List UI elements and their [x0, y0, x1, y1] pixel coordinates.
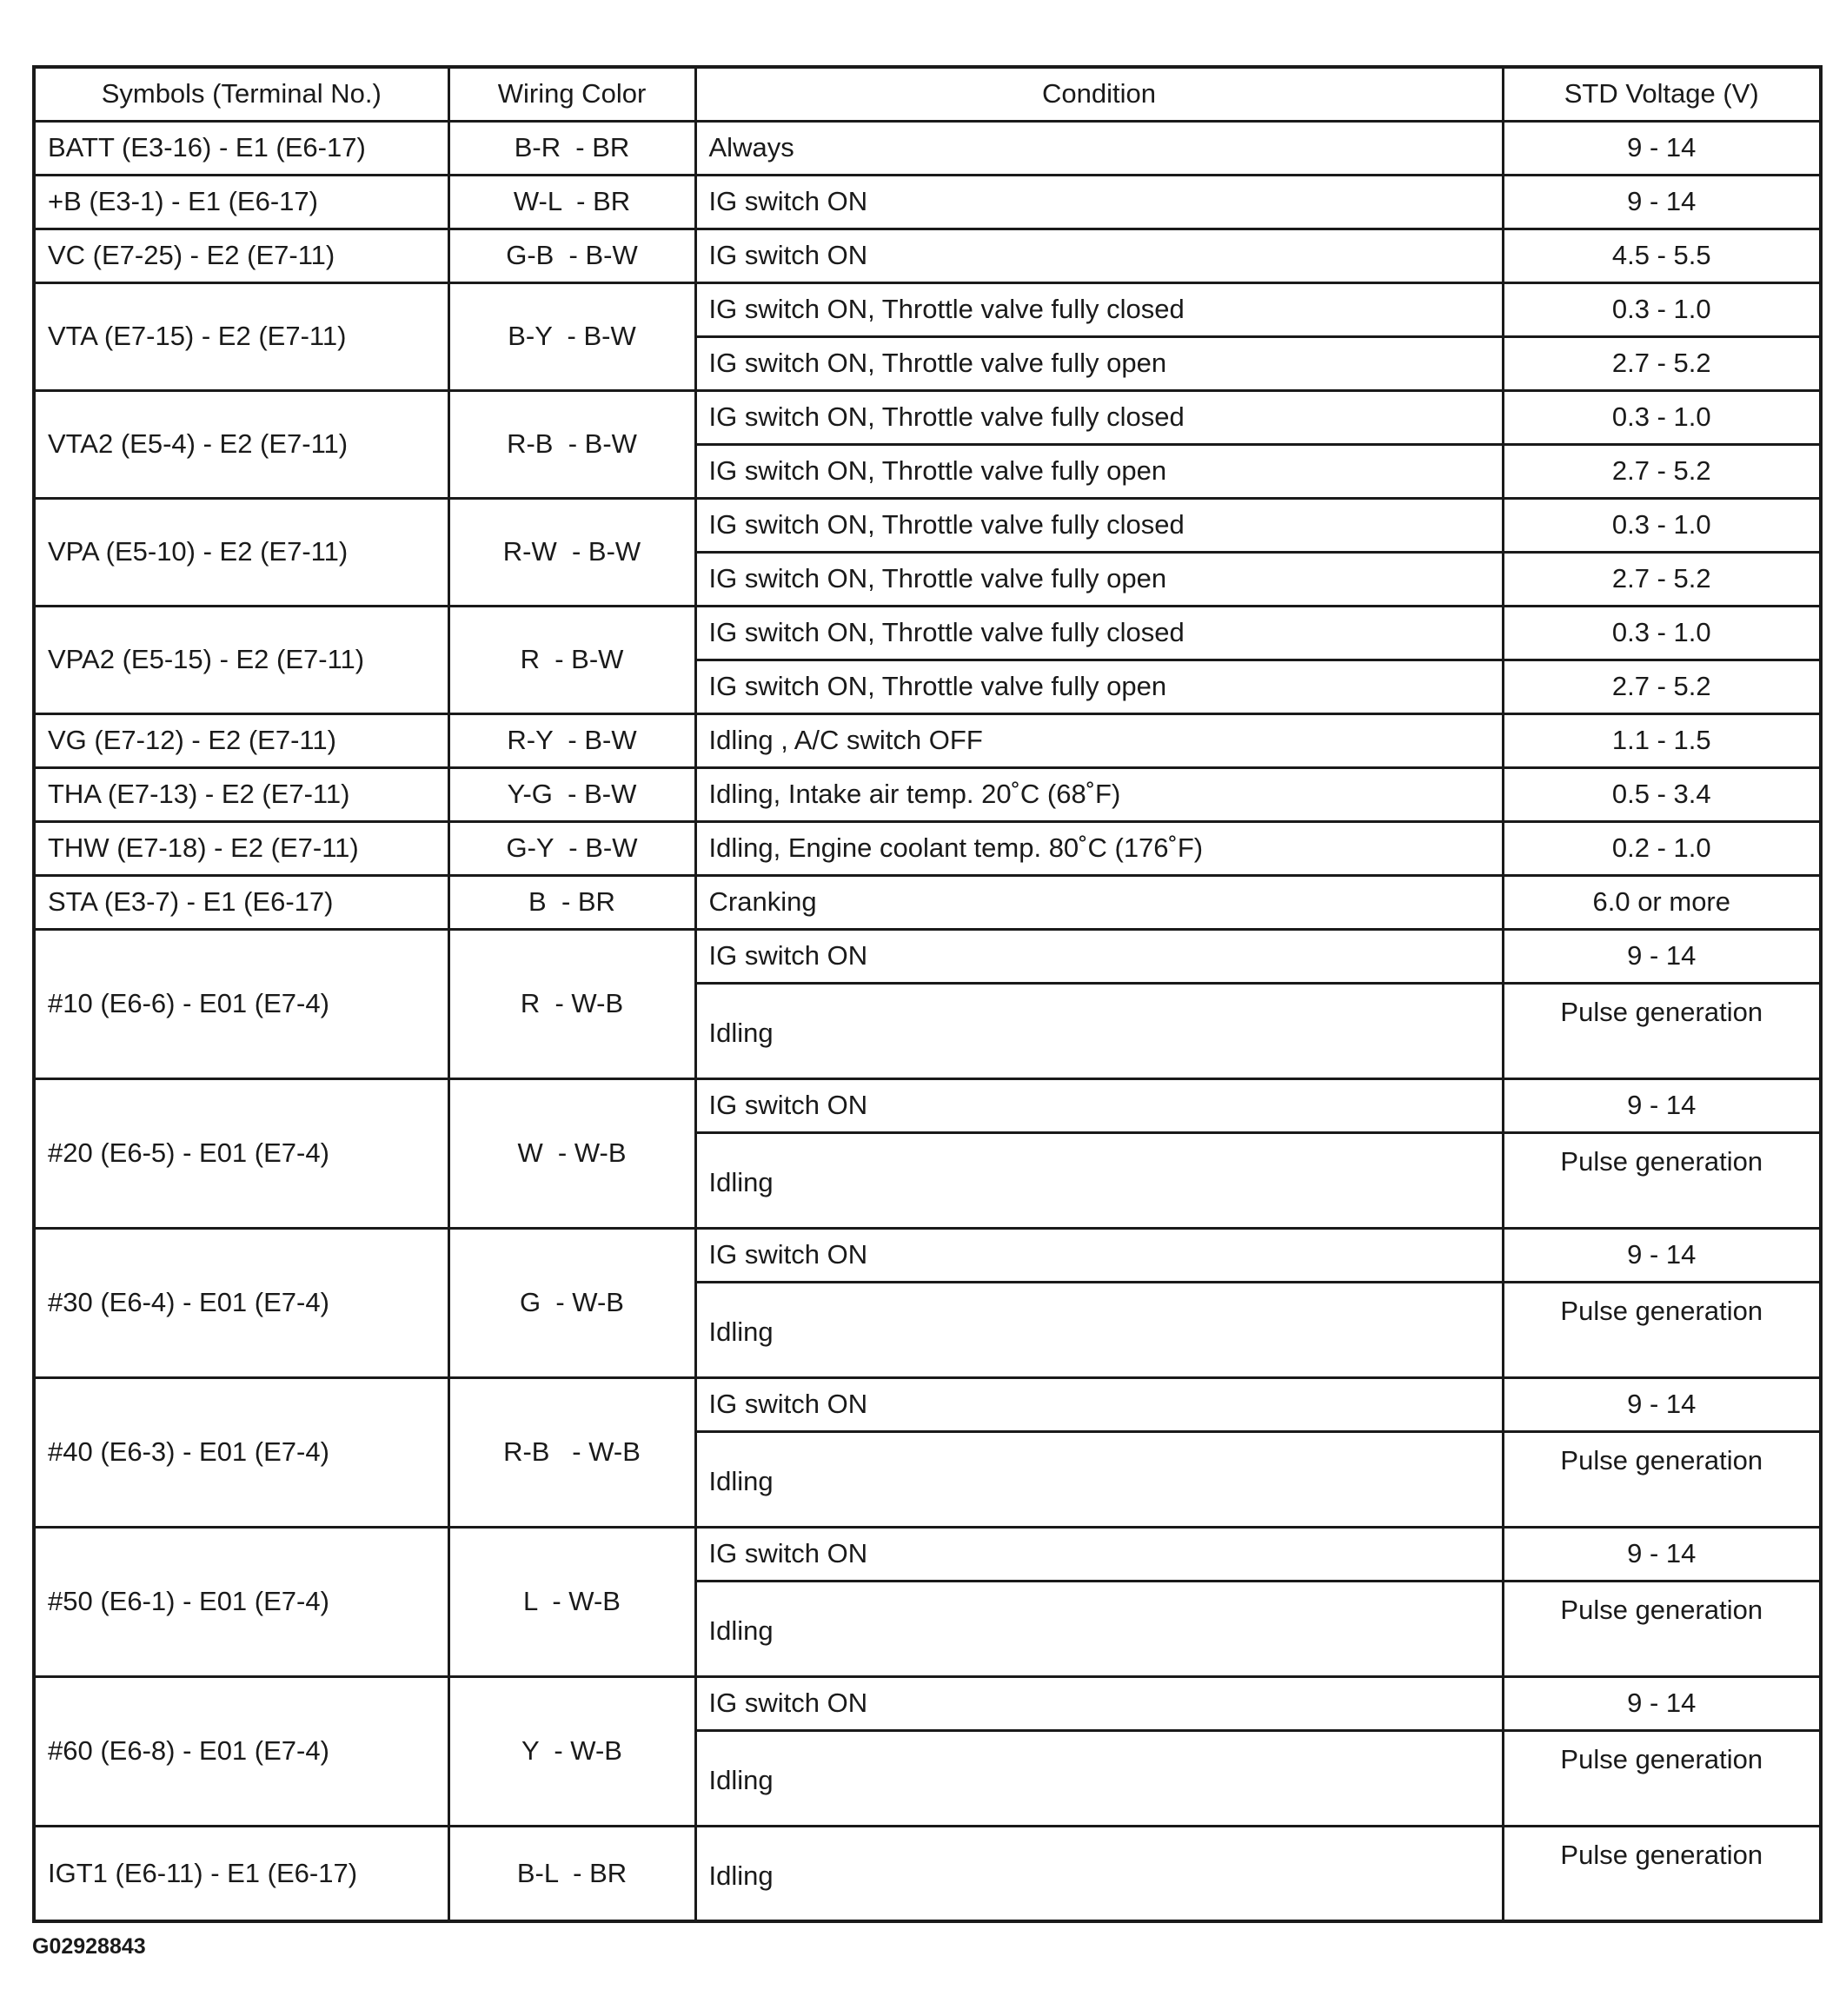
terminal-symbol-cell: #10 (E6-6) - E01 (E7-4): [34, 929, 448, 1078]
std-voltage-cell: 6.0 or more: [1503, 875, 1821, 929]
terminal-symbol-cell: VPA (E5-10) - E2 (E7-11): [34, 498, 448, 606]
wiring-color-cell: B-L - BR: [448, 1826, 695, 1921]
std-voltage-cell: 9 - 14: [1503, 121, 1821, 175]
condition-cell: IG switch ON: [695, 929, 1503, 983]
terminal-symbol-cell: VG (E7-12) - E2 (E7-11): [34, 713, 448, 767]
terminal-symbol-cell: #20 (E6-5) - E01 (E7-4): [34, 1078, 448, 1228]
std-voltage-cell: 9 - 14: [1503, 1527, 1821, 1581]
table-row: [34, 1377, 1821, 1431]
terminal-symbol-cell: VPA2 (E5-15) - E2 (E7-11): [34, 606, 448, 713]
wiring-color-cell: R - B-W: [448, 606, 695, 713]
terminal-voltage-table: [32, 65, 1823, 1923]
table-row: [34, 767, 1821, 821]
wiring-color-cell: B-Y - B-W: [448, 282, 695, 390]
condition-cell: Cranking: [695, 875, 1503, 929]
std-voltage-cell: Pulse generation: [1503, 1826, 1821, 1921]
std-voltage-cell: 2.7 - 5.2: [1503, 336, 1821, 390]
table-body: [34, 121, 1821, 1921]
table-row: [34, 229, 1821, 282]
wiring-color-cell: R-Y - B-W: [448, 713, 695, 767]
wiring-color-cell: R-B - W-B: [448, 1377, 695, 1527]
header-condition: Condition: [695, 67, 1503, 121]
std-voltage-cell: Pulse generation: [1503, 1581, 1821, 1676]
terminal-symbol-cell: #30 (E6-4) - E01 (E7-4): [34, 1228, 448, 1377]
std-voltage-cell: Pulse generation: [1503, 983, 1821, 1078]
table-row: [34, 175, 1821, 229]
condition-cell: IG switch ON: [695, 1676, 1503, 1730]
terminal-symbol-cell: THA (E7-13) - E2 (E7-11): [34, 767, 448, 821]
condition-cell: Idling: [695, 983, 1503, 1078]
wiring-color-cell: Y-G - B-W: [448, 767, 695, 821]
table-row: [34, 282, 1821, 336]
terminal-symbol-cell: #60 (E6-8) - E01 (E7-4): [34, 1676, 448, 1826]
wiring-color-cell: Y - W-B: [448, 1676, 695, 1826]
condition-cell: IG switch ON, Throttle valve fully open: [695, 660, 1503, 713]
condition-cell: IG switch ON, Throttle valve fully closed: [695, 390, 1503, 444]
condition-cell: IG switch ON, Throttle valve fully closed: [695, 498, 1503, 552]
std-voltage-cell: 0.3 - 1.0: [1503, 282, 1821, 336]
condition-cell: IG switch ON: [695, 1377, 1503, 1431]
table-row: [34, 498, 1821, 552]
std-voltage-cell: Pulse generation: [1503, 1431, 1821, 1527]
terminal-symbol-cell: BATT (E3-16) - E1 (E6-17): [34, 121, 448, 175]
condition-cell: IG switch ON, Throttle valve fully closed: [695, 606, 1503, 660]
condition-cell: IG switch ON, Throttle valve fully open: [695, 336, 1503, 390]
std-voltage-cell: 0.2 - 1.0: [1503, 821, 1821, 875]
std-voltage-cell: 4.5 - 5.5: [1503, 229, 1821, 282]
wiring-color-cell: L - W-B: [448, 1527, 695, 1676]
std-voltage-cell: 0.5 - 3.4: [1503, 767, 1821, 821]
figure-id: G02928843: [32, 1934, 146, 1959]
terminal-symbol-cell: VTA2 (E5-4) - E2 (E7-11): [34, 390, 448, 498]
wiring-color-cell: B-R - BR: [448, 121, 695, 175]
table-row: [34, 1078, 1821, 1132]
wiring-color-cell: R-W - B-W: [448, 498, 695, 606]
std-voltage-cell: 9 - 14: [1503, 929, 1821, 983]
condition-cell: IG switch ON, Throttle valve fully open: [695, 552, 1503, 606]
std-voltage-cell: 2.7 - 5.2: [1503, 552, 1821, 606]
table-row: [34, 1826, 1821, 1921]
std-voltage-cell: Pulse generation: [1503, 1132, 1821, 1228]
terminal-symbol-cell: THW (E7-18) - E2 (E7-11): [34, 821, 448, 875]
condition-cell: Idling: [695, 1431, 1503, 1527]
condition-cell: Always: [695, 121, 1503, 175]
std-voltage-cell: 0.3 - 1.0: [1503, 498, 1821, 552]
condition-cell: IG switch ON, Throttle valve fully open: [695, 444, 1503, 498]
std-voltage-cell: 2.7 - 5.2: [1503, 660, 1821, 713]
table-row: [34, 1228, 1821, 1282]
std-voltage-cell: Pulse generation: [1503, 1730, 1821, 1826]
condition-cell: Idling: [695, 1826, 1503, 1921]
header-symbols: Symbols (Terminal No.): [34, 67, 448, 121]
condition-cell: IG switch ON: [695, 1527, 1503, 1581]
header-wiring-color: Wiring Color: [448, 67, 695, 121]
std-voltage-cell: 9 - 14: [1503, 1676, 1821, 1730]
terminal-symbol-cell: +B (E3-1) - E1 (E6-17): [34, 175, 448, 229]
condition-cell: Idling: [695, 1132, 1503, 1228]
terminal-symbol-cell: VC (E7-25) - E2 (E7-11): [34, 229, 448, 282]
header-std-voltage: STD Voltage (V): [1503, 67, 1821, 121]
table-row: [34, 821, 1821, 875]
table-row: [34, 1676, 1821, 1730]
condition-cell: Idling: [695, 1581, 1503, 1676]
std-voltage-cell: 0.3 - 1.0: [1503, 606, 1821, 660]
std-voltage-cell: 9 - 14: [1503, 1377, 1821, 1431]
table-row: [34, 1527, 1821, 1581]
wiring-color-cell: R - W-B: [448, 929, 695, 1078]
terminal-symbol-cell: #50 (E6-1) - E01 (E7-4): [34, 1527, 448, 1676]
condition-cell: Idling, Intake air temp. 20˚C (68˚F): [695, 767, 1503, 821]
table-row: [34, 875, 1821, 929]
wiring-color-cell: W - W-B: [448, 1078, 695, 1228]
std-voltage-cell: 1.1 - 1.5: [1503, 713, 1821, 767]
wiring-color-cell: G - W-B: [448, 1228, 695, 1377]
condition-cell: Idling, Engine coolant temp. 80˚C (176˚F): [695, 821, 1503, 875]
std-voltage-cell: Pulse generation: [1503, 1282, 1821, 1377]
condition-cell: IG switch ON: [695, 229, 1503, 282]
wiring-color-cell: B - BR: [448, 875, 695, 929]
table-row: [34, 713, 1821, 767]
wiring-color-cell: W-L - BR: [448, 175, 695, 229]
table-row: [34, 121, 1821, 175]
table-row: [34, 390, 1821, 444]
table-header-row: [34, 67, 1821, 121]
table-row: [34, 929, 1821, 983]
wiring-color-cell: R-B - B-W: [448, 390, 695, 498]
terminal-symbol-cell: STA (E3-7) - E1 (E6-17): [34, 875, 448, 929]
condition-cell: Idling: [695, 1282, 1503, 1377]
wiring-color-cell: G-Y - B-W: [448, 821, 695, 875]
std-voltage-cell: 2.7 - 5.2: [1503, 444, 1821, 498]
condition-cell: IG switch ON: [695, 1078, 1503, 1132]
condition-cell: Idling , A/C switch OFF: [695, 713, 1503, 767]
std-voltage-cell: 9 - 14: [1503, 175, 1821, 229]
std-voltage-cell: 9 - 14: [1503, 1078, 1821, 1132]
std-voltage-cell: 0.3 - 1.0: [1503, 390, 1821, 444]
terminal-symbol-cell: VTA (E7-15) - E2 (E7-11): [34, 282, 448, 390]
condition-cell: IG switch ON: [695, 175, 1503, 229]
terminal-symbol-cell: #40 (E6-3) - E01 (E7-4): [34, 1377, 448, 1527]
table-row: [34, 606, 1821, 660]
wiring-color-cell: G-B - B-W: [448, 229, 695, 282]
condition-cell: IG switch ON, Throttle valve fully closed: [695, 282, 1503, 336]
std-voltage-cell: 9 - 14: [1503, 1228, 1821, 1282]
condition-cell: IG switch ON: [695, 1228, 1503, 1282]
terminal-symbol-cell: IGT1 (E6-11) - E1 (E6-17): [34, 1826, 448, 1921]
condition-cell: Idling: [695, 1730, 1503, 1826]
